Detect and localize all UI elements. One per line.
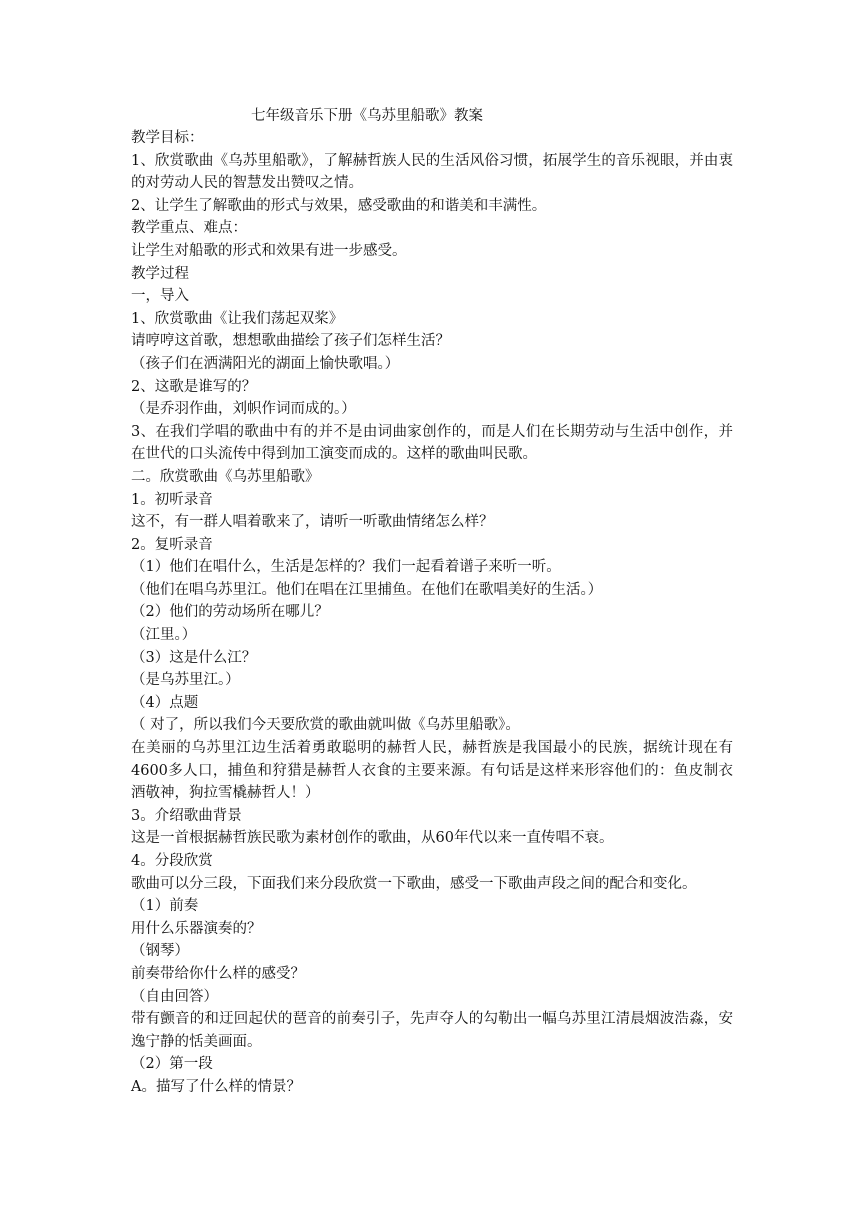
- paragraph: （3）这是什么江？: [131, 649, 257, 666]
- paragraph: 在美丽的乌苏里江边生活着勇敢聪明的赫哲人民，赫哲族是我国最小的民族，据统计现在有4600多人口，捕鱼和狩猎是赫哲人衣食的主要来源。有句话是这样来形容他们的：鱼皮制衣酒敬神，狗拉雪橇赫哲人！）: [131, 740, 733, 802]
- paragraph: 教学重点、难点：: [131, 220, 247, 237]
- paragraph: （4）点题: [131, 694, 199, 711]
- paragraph: 带有颤音的和迂回起伏的琶音的前奏引子，先声夺人的勾勒出一幅乌苏里江清晨烟波浩淼，安逸宁静的恬美画面。: [131, 1011, 733, 1050]
- paragraph: 请哼哼这首歌，想想歌曲描绘了孩子们怎样生活？: [131, 333, 450, 350]
- document-body: [131, 127, 733, 1099]
- paragraph: 这是一首根据赫哲族民歌为素材创作的歌曲，从60年代以来一直传唱不衰。: [131, 830, 614, 847]
- paragraph: （是乔羽作曲，刘帜作词而成的。）: [131, 401, 356, 418]
- paragraph: （孩子们在洒满阳光的湖面上愉快歌唱。）: [131, 355, 400, 372]
- paragraph: A。描写了什么样的情景？: [131, 1078, 301, 1095]
- paragraph: 这不，有一群人唱着歌来了，请听一听歌曲情绪怎么样？: [131, 514, 494, 531]
- paragraph: 4。分段欣赏: [131, 853, 213, 869]
- paragraph: 让学生对船歌的形式和效果有进一步感受。: [131, 242, 407, 259]
- paragraph: 2、这歌是谁写的？: [131, 378, 257, 395]
- paragraph: （钢琴）: [131, 943, 189, 960]
- paragraph: 2。复听录音: [131, 536, 213, 553]
- paragraph: （江里。）: [131, 627, 197, 644]
- section-heading: 一，导入: [131, 288, 189, 305]
- paragraph: （1）前奏: [131, 898, 199, 915]
- paragraph: （2）第一段: [131, 1056, 213, 1073]
- section-heading: 教学过程: [131, 265, 189, 282]
- paragraph: 1、欣赏歌曲《让我们荡起双桨》: [131, 310, 344, 327]
- paragraph: （他们在唱乌苏里江。他们在唱在江里捕鱼。在他们在歌唱美好的生活。）: [131, 581, 603, 598]
- paragraph: （1）他们在唱什么，生活是怎样的？我们一起看着谱子来听一听。: [131, 559, 561, 576]
- paragraph: 2、让学生了解歌曲的形式与效果，感受歌曲的和谐美和丰满性。: [131, 197, 547, 214]
- paragraph: 3、在我们学唱的歌曲中有的并不是由词曲家创作的，而是人们在长期劳动与生活中创作，并在世代的口头流传中得到加工演变而成的。这样的歌曲叫民歌。: [131, 423, 733, 463]
- paragraph: 用什么乐器演奏的？: [131, 920, 262, 937]
- paragraph: 前奏带给你什么样的感受？: [131, 965, 305, 982]
- paragraph: （ 对了，所以我们今天要欣赏的歌曲就叫做《乌苏里船歌》。: [131, 717, 520, 734]
- section-heading: 二。欣赏歌曲《乌苏里船歌》: [131, 468, 320, 485]
- paragraph: （2）他们的劳动场所在哪儿？: [131, 604, 329, 621]
- paragraph: 3。介绍歌曲背景: [131, 807, 242, 824]
- paragraph: 教学目标：: [131, 130, 204, 146]
- document-title: 七年级音乐下册《乌苏里船歌》教案: [251, 108, 483, 124]
- paragraph: 1。初听录音: [131, 491, 213, 508]
- paragraph: 歌曲可以分三段，下面我们来分段欣赏一下歌曲，感受一下歌曲声段之间的配合和变化。: [131, 875, 697, 892]
- paragraph: （是乌苏里江。）: [131, 672, 240, 689]
- paragraph: 1、欣赏歌曲《乌苏里船歌》，了解赫哲族人民的生活风俗习惯，拓展学生的音乐视眼，并由衷的对劳动人民的智慧发出赞叹之情。: [131, 152, 733, 192]
- paragraph: （自由回答）: [131, 988, 218, 1005]
